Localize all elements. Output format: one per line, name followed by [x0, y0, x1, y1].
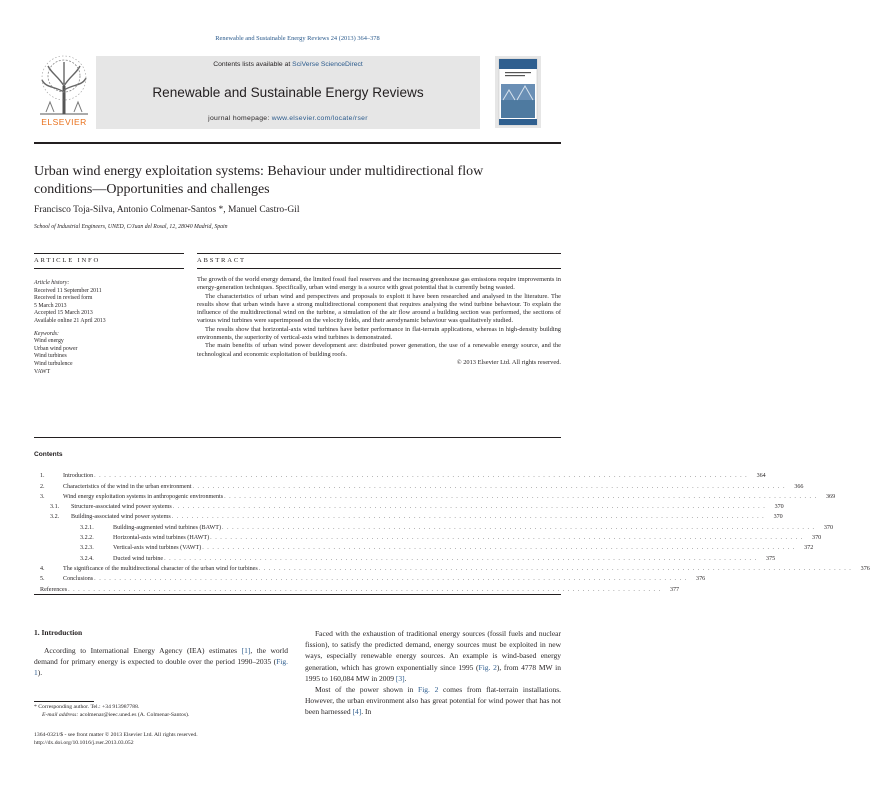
citation-link[interactable]: [1]	[241, 646, 251, 655]
article-info	[34, 280, 184, 376]
toc-title: The significance of the multidirectional character of the urban wind for turbines	[63, 565, 258, 572]
toc-number: 1.	[40, 473, 45, 480]
toc-page: 364	[756, 473, 766, 480]
keyword: Wind turbines	[34, 353, 67, 360]
toc-leader: . . . . . . . . . . . . . . . . . . . . . . . . . . . . . . . . . . . . . . . . . . . . . . . . . . . . . . . . . . . . . . . . . . . . . . . . . . . . . . . . . . . . . . . . . . . . . . . . . . . . . . . . . . . . . . . . . . . . . .	[210, 535, 804, 542]
toc-leader: . . . . . . . . . . . . . . . . . . . . . . . . . . . . . . . . . . . . . . . . . . . . . . . . . . . . . . . . . . . . . . . . . . . . . . . . . . . . . . . . . . . . . . . . . . . . . . . . . . . . . . . . . . . . . . . . . . . . . .	[94, 576, 688, 583]
email-address[interactable]: acolmenar@ieec.uned.es (A. Colmenar-Santos).	[78, 712, 190, 718]
body-paragraph	[34, 645, 288, 679]
toc-page: 376	[860, 565, 870, 572]
header-rule	[34, 142, 561, 144]
text: . In	[361, 707, 372, 717]
toc-leader: . . . . . . . . . . . . . . . . . . . . . . . . . . . . . . . . . . . . . . . . . . . . . . . . . . . . . . . . . . . . . . . . . . . . . . . . . . . . . . . . . . . . . . . . . . . . . . . . . . . . . . . . . . . . . . . . . . . . . .	[258, 565, 852, 572]
toc-page: 370	[773, 514, 783, 521]
toc-page: 376	[696, 576, 706, 583]
toc-page: 369	[825, 493, 836, 500]
abstract-paragraph: The growth of the world energy demand, the limited fossil fuel reserves and the increasing greenhouse gas emissions require improvements in energy-generation techniques. Specifically, urban wind energy is a source with great potential that is currently being wasted.	[197, 276, 561, 292]
contents-availability	[96, 61, 480, 68]
article-info-header: ARTICLE INFO	[34, 257, 101, 264]
keyword: Wind turbulence	[34, 360, 73, 367]
toc-page: 366	[794, 483, 804, 490]
toc-title: Conclusions	[63, 576, 94, 583]
toc-number: 5.	[40, 576, 45, 583]
text: Faced with the exhaustion of traditional energy sources (fossil fuels and nuclear fission), to satisfy the predicted demand, energy sources must be exploited in new ways, especially renewable energy sources. An example is wind-based energy generation, which has grown exponentially since 1995 (	[305, 629, 561, 672]
abstract-paragraph: The results show that horizontal-axis wind turbines have better performance in flat-terrain applications, whereas in high-density building environments, the superiority of vertical-axis wind turbines is demonstrated.	[197, 325, 561, 342]
contents-top-rule	[34, 437, 561, 438]
toc-leader: . . . . . . . . . . . . . . . . . . . . . . . . . . . . . . . . . . . . . . . . . . . . . . . . . . . . . . . . . . . . . . . . . . . . . . . . . . . . . . . . . . . . . . . . . . . . . . . . . . . . . . . . . . . . . . . . . . . . . .	[171, 514, 765, 521]
toc-entry[interactable]	[34, 500, 784, 511]
footnote	[34, 703, 288, 719]
abstract-rule	[197, 268, 561, 269]
toc-title: Introduction	[63, 473, 94, 480]
journal-cover-image	[495, 56, 541, 128]
toc-title: Horizontal-axis wind turbines (HAWT)	[113, 535, 210, 542]
text: .	[404, 673, 407, 683]
journal-homepage	[96, 115, 480, 122]
toc-entry[interactable]	[34, 541, 814, 552]
footnote-rule	[34, 701, 94, 702]
abstract-top-rule	[197, 253, 561, 254]
figure-link[interactable]: Fig. 2	[418, 685, 439, 695]
toc-number: 2.	[40, 483, 45, 490]
toc-page: 370	[823, 524, 834, 531]
contents-header: Contents	[34, 451, 63, 458]
homepage-prefix: journal homepage:	[208, 115, 272, 122]
body-paragraph	[305, 628, 561, 684]
abstract-paragraph: The main benefits of urban wind power development are: distributed power generation, the use of a renewable energy source, and the technological and economic exploitation of building roofs.	[197, 342, 561, 358]
toc-entry[interactable]	[34, 490, 836, 500]
toc-leader: . . . . . . . . . . . . . . . . . . . . . . . . . . . . . . . . . . . . . . . . . . . . . . . . . . . . . . . . . . . . . . . . . . . . . . . . . . . . . . . . . . . . . . . . . . . . . . . . . . . . . . . . . . . . . . . . . . . . . .	[68, 586, 662, 593]
text: ), from 4778 MW in 1995 to 160,084 MW in 2009	[305, 662, 561, 683]
toc-page: 377	[669, 586, 680, 593]
abstract-body	[197, 276, 561, 367]
keyword: Urban wind power	[34, 345, 78, 352]
history-label: Article history:	[34, 280, 70, 286]
history-line: Available online 21 April 2013	[34, 317, 106, 324]
article-info-top-rule	[34, 253, 184, 254]
keyword: Wind energy	[34, 338, 64, 345]
toc-entry[interactable]	[34, 572, 706, 583]
toc-title: Characteristics of the wind in the urban environment	[63, 483, 192, 490]
toc-entry[interactable]	[34, 551, 776, 562]
citation-link[interactable]: [4]	[352, 707, 362, 717]
text: comes from flat-terrain installations. However, the urban environment also has great potential for wind power that has not been harnessed	[305, 685, 561, 717]
toc-title: Structure-associated wind power systems	[71, 504, 172, 511]
abstract-header: ABSTRACT	[197, 257, 246, 264]
toc-number: 3.2.1.	[80, 524, 94, 531]
section-heading-introduction: 1. Introduction	[34, 628, 83, 637]
toc-entry[interactable]	[34, 469, 766, 480]
article-authors: Francisco Toja-Silva, Antonio Colmenar-Santos *, Manuel Castro-Gil	[34, 205, 300, 215]
author-affiliation: School of Industrial Engineers, UNED, C/Juan del Rosal, 12, 28040 Madrid, Spain	[34, 224, 228, 230]
keywords-label: Keywords:	[34, 330, 59, 337]
homepage-link[interactable]: www.elsevier.com/locate/rser	[271, 115, 368, 122]
email-line	[34, 711, 288, 719]
toc-page: 370	[774, 504, 784, 511]
history-line: Received 11 September 2011	[34, 287, 102, 294]
history-line: 5 March 2013	[34, 302, 67, 309]
toc-number: 3.1.	[50, 504, 60, 511]
toc-title: Wind energy exploitation systems in anthropogenic environments	[63, 493, 224, 500]
issn-line: 1364-0321/$ - see front matter © 2013 Elsevier Ltd. All rights reserved.	[34, 732, 198, 738]
history-line: Received in revised form	[34, 295, 93, 302]
text: Most of the power shown in	[315, 685, 419, 695]
contents-bottom-rule	[34, 594, 561, 595]
body-paragraph	[305, 684, 561, 718]
toc-leader: . . . . . . . . . . . . . . . . . . . . . . . . . . . . . . . . . . . . . . . . . . . . . . . . . . . . . . . . . . . . . . . . . . . . . . . . . . . . . . . . . . . . . . . . . . . . . . . . . . . . . . . . . . . . . . . . . . . . . .	[222, 524, 816, 531]
toc-page: 372	[804, 545, 814, 552]
history-line: Accepted 15 March 2013	[34, 310, 93, 317]
abstract-paragraph: The characteristics of urban wind and perspectives and proposals to exploit it have been researched and analysed in the literature. The results show that urban winds have a strong multidirectional component that requires analysing the wind turbine behaviour. To explain the influence of the multidirectional wind on the turbine, a simulation of the air flow around a building section was performed, the sections of various wind turbines were superimposed on the velocity fields, and their aerodynamic behaviour was qualitatively studied.	[197, 292, 561, 325]
elsevier-wordmark: ELSEVIER	[41, 117, 87, 127]
toc-entry[interactable]	[34, 582, 680, 593]
journal-reference[interactable]: Renewable and Sustainable Energy Reviews 24 (2013) 364–378	[215, 35, 380, 42]
toc-entry[interactable]	[34, 520, 834, 531]
copyright-notice: © 2013 Elsevier Ltd. All rights reserved.	[456, 358, 561, 366]
toc-title: Building-associated wind power systems	[71, 514, 171, 521]
figure-link[interactable]: Fig. 1	[34, 657, 288, 678]
toc-page: 375	[765, 555, 776, 562]
email-label: E-mail address:	[42, 712, 79, 718]
article-info-rule	[34, 268, 184, 269]
toc-entry[interactable]	[34, 479, 804, 490]
toc-number: 3.2.2.	[80, 535, 94, 542]
toc-title: Ducted wind turbine	[113, 555, 164, 562]
toc-page: 370	[812, 535, 822, 542]
toc-number: 3.2.3.	[80, 545, 94, 552]
toc-number: 4.	[40, 565, 45, 572]
introduction-column-2	[305, 628, 561, 718]
elsevier-tree-logo	[34, 56, 94, 124]
toc-leader: . . . . . . . . . . . . . . . . . . . . . . . . . . . . . . . . . . . . . . . . . . . . . . . . . . . . . . . . . . . . . . . . . . . . . . . . . . . . . . . . . . . . . . . . . . . . . . . . . . . . . . . . . . . . . . . . . . . . . .	[202, 545, 796, 552]
toc-entry[interactable]	[34, 510, 783, 521]
toc-leader: . . . . . . . . . . . . . . . . . . . . . . . . . . . . . . . . . . . . . . . . . . . . . . . . . . . . . . . . . . . . . . . . . . . . . . . . . . . . . . . . . . . . . . . . . . . . . . . . . . . . . . . . . . . . . . . . . . . . . . . . . . . . . . . . . .	[94, 473, 748, 480]
journal-title: Renewable and Sustainable Energy Reviews	[152, 85, 424, 100]
toc-leader: . . . . . . . . . . . . . . . . . . . . . . . . . . . . . . . . . . . . . . . . . . . . . . . . . . . . . . . . . . . . . . . . . . . . . . . . . . . . . . . . . . . . . . . . . . . . . . . . . . . . . . . . . . . . . . . . . . . . . .	[164, 555, 758, 562]
front-matter	[34, 731, 288, 747]
toc-number: 3.2.4.	[80, 555, 94, 562]
toc-entry[interactable]	[34, 531, 822, 542]
sciencedirect-link[interactable]: SciVerse ScienceDirect	[292, 61, 363, 68]
toc-number: 3.	[40, 493, 45, 500]
toc-leader: . . . . . . . . . . . . . . . . . . . . . . . . . . . . . . . . . . . . . . . . . . . . . . . . . . . . . . . . . . . . . . . . . . . . . . . . . . . . . . . . . . . . . . . . . . . . . . . . . . . . . . . . . . . . . . . . . . . . . .	[192, 483, 786, 490]
toc-title: References	[40, 586, 68, 593]
toc-leader: . . . . . . . . . . . . . . . . . . . . . . . . . . . . . . . . . . . . . . . . . . . . . . . . . . . . . . . . . . . . . . . . . . . . . . . . . . . . . . . . . . . . . . . . . . . . . . . . . . . . . . . . . . . . . . . . . . . . . .	[224, 493, 818, 500]
text: According to International Energy Agency (IEA) estimates	[44, 646, 242, 655]
article-title: Urban wind energy exploitation systems: Behaviour under multidirectional flow conditions—Opportunities and challenges	[34, 164, 484, 197]
text: ).	[37, 668, 43, 678]
toc-number: 3.2.	[50, 514, 60, 521]
toc-title: Building-augmented wind turbines (BAWT)	[113, 524, 221, 531]
doi-link[interactable]: http://dx.doi.org/10.1016/j.rser.2013.03.052	[34, 740, 134, 747]
text: , the world demand for primary energy is expected to double over the period 1990–2035 (	[34, 646, 288, 667]
table-of-contents	[34, 469, 870, 593]
toc-title: Vertical-axis wind turbines (VAWT)	[113, 545, 202, 552]
toc-leader: . . . . . . . . . . . . . . . . . . . . . . . . . . . . . . . . . . . . . . . . . . . . . . . . . . . . . . . . . . . . . . . . . . . . . . . . . . . . . . . . . . . . . . . . . . . . . . . . . . . . . . . . . . . . . . . . . . . . . .	[172, 504, 766, 511]
introduction-column-1	[34, 645, 288, 679]
figure-link[interactable]: Fig. 2	[478, 662, 497, 672]
toc-entry[interactable]	[34, 562, 870, 572]
citation-link[interactable]: [3]	[395, 673, 405, 683]
contents-prefix: Contents lists available at	[213, 61, 293, 68]
keyword: VAWT	[34, 368, 51, 375]
corresponding-author: * Corresponding author. Tel.: +34 913987788.	[34, 704, 140, 710]
